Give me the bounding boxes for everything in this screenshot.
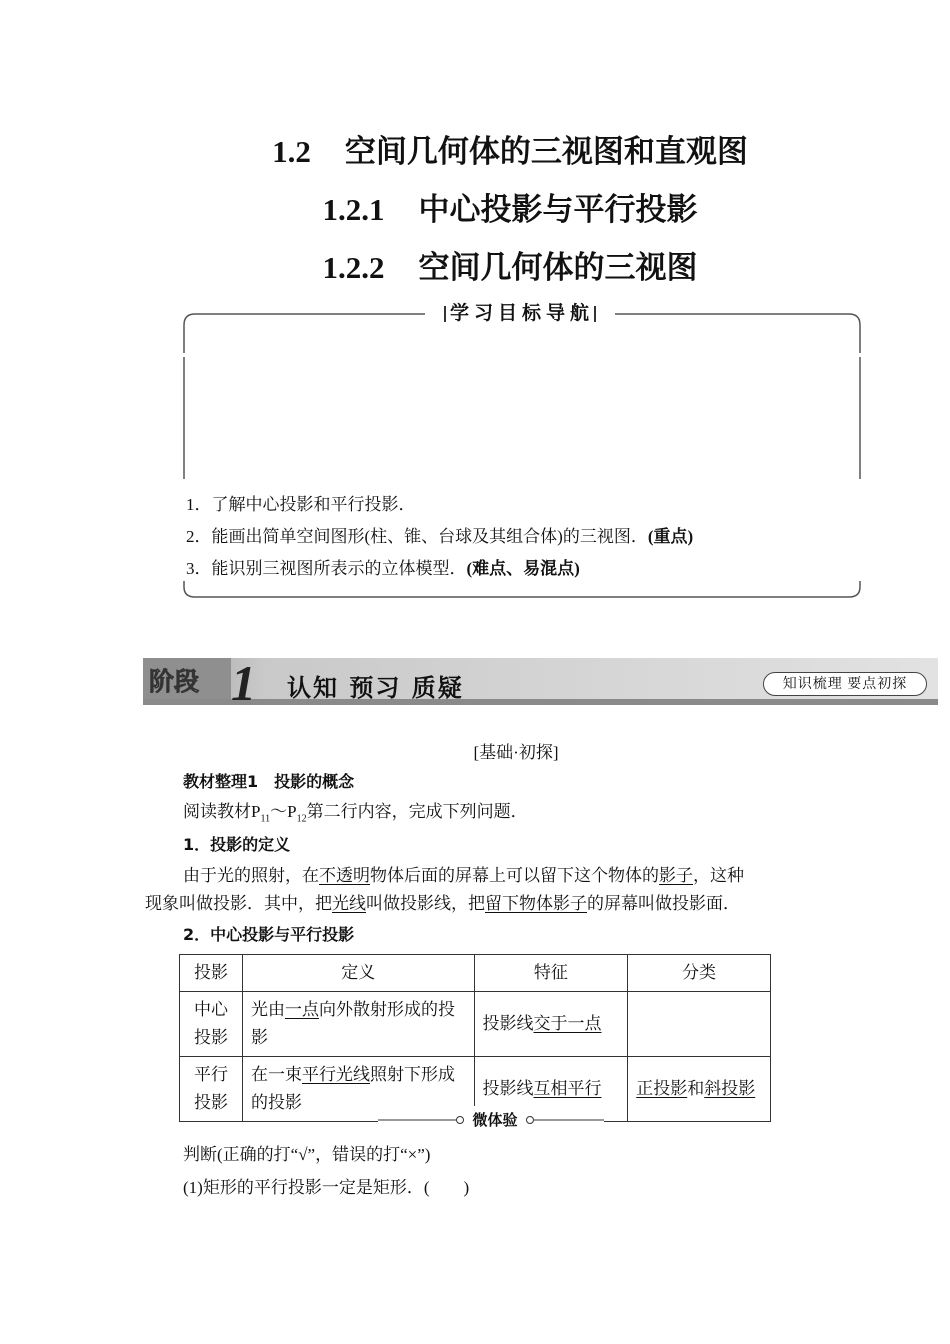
title-sub-1: 1.2.1 中心投影与平行投影 (322, 192, 698, 228)
objectives-label: 学习目标导航 (425, 300, 615, 326)
micro-experience-divider (378, 1106, 604, 1134)
objectives-label-bar-right (594, 306, 596, 322)
stage-title: 认知 预习 质疑 (287, 674, 464, 702)
judge-intro: 判断(正确的打“√”，错误的打“×”) (183, 1145, 431, 1164)
row-definition: 在一束平行光线照射下形成的投影 (242, 1057, 474, 1122)
micro-label: 微体验 (472, 1111, 518, 1129)
title-main: 1.2 空间几何体的三视图和直观图 (272, 134, 748, 170)
projection-table (179, 954, 771, 1122)
objective-item-2: 2．能画出简单空间图形(柱、锥、台球及其组合体)的三视图．(重点) (186, 527, 694, 546)
row-definition: 光由一点向外散射形成的投影 (242, 992, 474, 1057)
stage-label: 阶段 (149, 667, 200, 696)
row-category (628, 992, 771, 1057)
objective-item-3: 3．能识别三视图所表示的立体模型．(难点、易混点) (186, 559, 580, 578)
section-heading: [基础·初探] (473, 743, 559, 762)
reading-instruction: 阅读教材$P_{11}\sim P_{12}$第二行内容，完成下列问题． (183, 802, 528, 825)
table-header-row (180, 955, 771, 992)
row-feature: 投影线交于一点 (474, 992, 628, 1057)
stage-tag: 知识梳理 要点初探 (763, 672, 927, 696)
stage-number: 1 (231, 658, 256, 705)
row-name: 平行投影 (180, 1057, 243, 1122)
title-sub-2: 1.2.2 空间几何体的三视图 (322, 250, 698, 286)
table-title: 2．中心投影与平行投影 (183, 925, 355, 944)
row-name: 中心投影 (180, 992, 243, 1057)
header-definition: 定义 (242, 955, 474, 992)
row-category: 正投影和斜投影 (628, 1057, 771, 1122)
material-title: 教材整理1 投影的概念 (183, 772, 355, 791)
definition-title: 1．投影的定义 (183, 835, 291, 854)
row-feature: 投影线互相平行 (474, 1057, 628, 1122)
objective-item-1: 1．了解中心投影和平行投影． (186, 495, 416, 514)
table-row (180, 992, 771, 1057)
definition-line-2: 现象叫做投影．其中，把光线叫做投影线，把留下物体影子的屏幕叫做投影面． (145, 894, 740, 913)
header-feature: 特征 (474, 955, 628, 992)
definition-line-1: 由于光的照射，在不透明物体后面的屏幕上可以留下这个物体的影子，这种 (183, 866, 744, 885)
objectives-label-bar-left (444, 306, 446, 322)
header-projection: 投影 (180, 955, 243, 992)
header-category: 分类 (628, 955, 771, 992)
judge-question-1: (1)矩形的平行投影一定是矩形．( ) (183, 1178, 470, 1197)
